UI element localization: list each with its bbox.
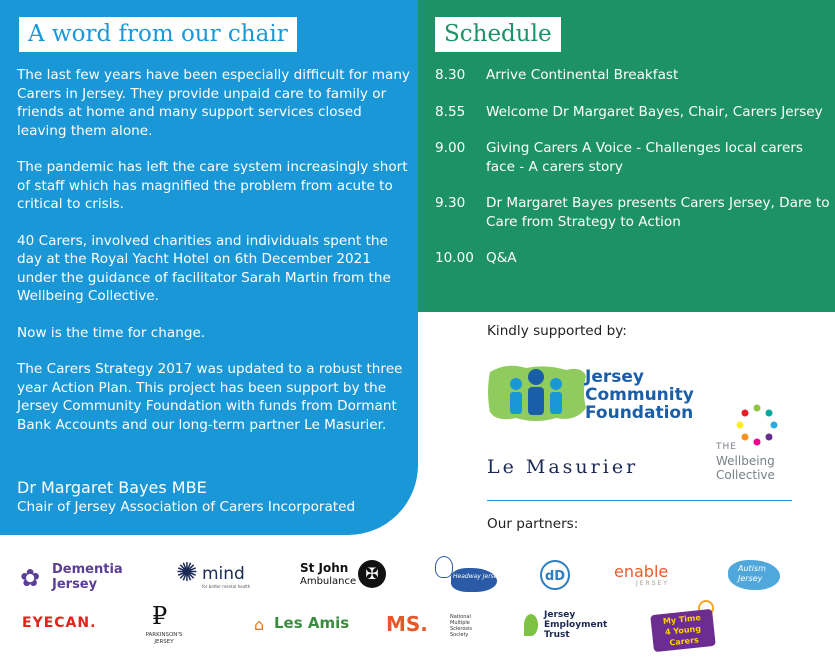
schedule-item — [435, 194, 830, 231]
enable-wordmark: enable — [614, 562, 669, 581]
enable-sub: JERSEY — [636, 580, 669, 587]
schedule-time: 9.30 — [435, 195, 466, 211]
schedule-item — [435, 139, 830, 176]
autism-jersey-logo — [728, 560, 782, 592]
divider — [487, 500, 792, 501]
chair-paragraph: The last few years have been especially difficult for many Carers in Jersey. They provide unpaid care to family or friends at home and many support services closed leaving them alone. — [17, 67, 410, 139]
mind-wordmark: mind — [202, 564, 245, 584]
mytime-line: My Time — [662, 613, 702, 627]
wellbeing-line: Collective — [716, 468, 775, 482]
jersey-map-icon — [451, 568, 497, 592]
supported-heading: Kindly supported by: — [487, 323, 627, 339]
wellbeing-line: Wellbeing — [716, 454, 775, 468]
schedule-text: Dr Margaret Bayes presents Carers Jersey, Dare to Care from Strategy to Action — [486, 195, 830, 230]
dementia-jersey-logo — [20, 562, 130, 592]
mind-tagline: for better mental health — [202, 584, 251, 589]
chair-message — [17, 66, 412, 452]
jet-line: Trust — [544, 630, 570, 640]
wellbeing-collective-wordmark — [716, 440, 775, 482]
schedule-text: Welcome Dr Margaret Bayes, Chair, Carers Jersey — [486, 103, 823, 120]
eyecan-wordmark: EYECAN. — [22, 615, 97, 631]
parkinsons-line: JERSEY — [154, 639, 174, 645]
schedule-title: Schedule — [435, 17, 561, 52]
signature-role: Chair of Jersey Association of Carers Incorporated — [17, 499, 356, 515]
parkinsons-line: PARKINSON'S — [145, 632, 183, 638]
ms-society-logo — [386, 612, 486, 638]
chair-title: A word from our chair — [19, 17, 297, 52]
st-john-ambulance-logo — [300, 562, 390, 592]
mytime-line: 4 Young Carers — [664, 624, 702, 648]
house-icon: ⌂ — [254, 615, 265, 634]
schedule-time: 8.30 — [435, 67, 466, 83]
eyecan-logo — [22, 615, 112, 635]
stjohn-line: Ambulance — [300, 576, 357, 587]
headway-jersey-logo — [435, 556, 500, 594]
dd-monogram-icon: dD — [540, 560, 570, 590]
schedule-time: 9.00 — [435, 140, 466, 156]
parkinsons-jersey-logo — [140, 602, 200, 652]
signature-name: Dr Margaret Bayes MBE — [17, 478, 207, 497]
jcf-wordmark — [585, 368, 694, 422]
stjohn-line: St John — [300, 561, 349, 575]
chair-paragraph: 40 Carers, involved charities and individuals spent the day at the Royal Yacht Hotel on 6th December 2021 under the guidance of facilitator Sarah Martin from the Wellbeing Collective. — [17, 232, 391, 304]
le-masurier-logo: Le Masurier — [487, 456, 639, 478]
dd-circle-logo — [540, 560, 574, 594]
signature — [17, 478, 355, 517]
les-amis-wordmark: Les Amis — [274, 614, 350, 632]
flower-icon: ✿ — [20, 564, 41, 592]
jcf-line: Foundation — [585, 403, 694, 423]
jcf-line: Community — [585, 385, 694, 405]
schedule-item — [435, 66, 830, 85]
les-amis-logo — [254, 614, 349, 636]
my-time-young-carers-logo — [652, 600, 720, 648]
chair-paragraph: Now is the time for change. — [17, 324, 206, 341]
schedule-text: Giving Carers A Voice - Challenges local carers face - A carers story — [486, 140, 803, 175]
dementia-line: Dementia — [52, 562, 123, 577]
partners-heading: Our partners: — [487, 516, 579, 532]
schedule-time: 8.55 — [435, 103, 466, 120]
parkinsons-p-icon: ₽ — [152, 602, 168, 630]
chair-paragraph: The Carers Strategy 2017 was updated to a robust three year Action Plan. This project has been support by the Jersey Community Foundation with funds from Dormant Bank Accounts and our long-term partner Le Masurier. — [17, 361, 403, 433]
schedule-time: 10.00 — [435, 250, 474, 266]
schedule-item — [435, 103, 830, 122]
ms-wordmark: MS. — [386, 612, 428, 636]
wellbeing-the: THE — [716, 442, 737, 452]
ms-line: Multiple Sclerosis — [450, 620, 472, 632]
ms-line: Society — [450, 632, 469, 638]
leaf-icon — [524, 614, 538, 636]
dementia-line: Jersey — [52, 577, 98, 592]
jet-line: Jersey — [544, 610, 576, 620]
schedule-item — [435, 249, 830, 268]
jet-line: Employment — [544, 620, 608, 630]
schedule-text: Arrive Continental Breakfast — [486, 67, 679, 83]
maltese-cross-icon: ✠ — [358, 560, 386, 588]
schedule-list — [435, 66, 830, 286]
autism-line: Jersey — [738, 574, 763, 583]
jcf-line: Jersey — [585, 367, 644, 387]
autism-line: Autism — [738, 564, 766, 573]
chair-paragraph: The pandemic has left the care system increasingly short of staff which has magnified the problem from acute to critical to crisis. — [17, 159, 408, 212]
enable-jersey-logo — [614, 564, 694, 592]
schedule-text: Q&A — [486, 250, 517, 266]
ms-line: National — [450, 614, 471, 620]
jersey-employment-trust-logo — [524, 608, 624, 642]
mind-figure-icon: ✺ — [176, 558, 198, 588]
mind-logo — [176, 558, 256, 594]
headway-text: Headway Jersey — [453, 573, 502, 580]
